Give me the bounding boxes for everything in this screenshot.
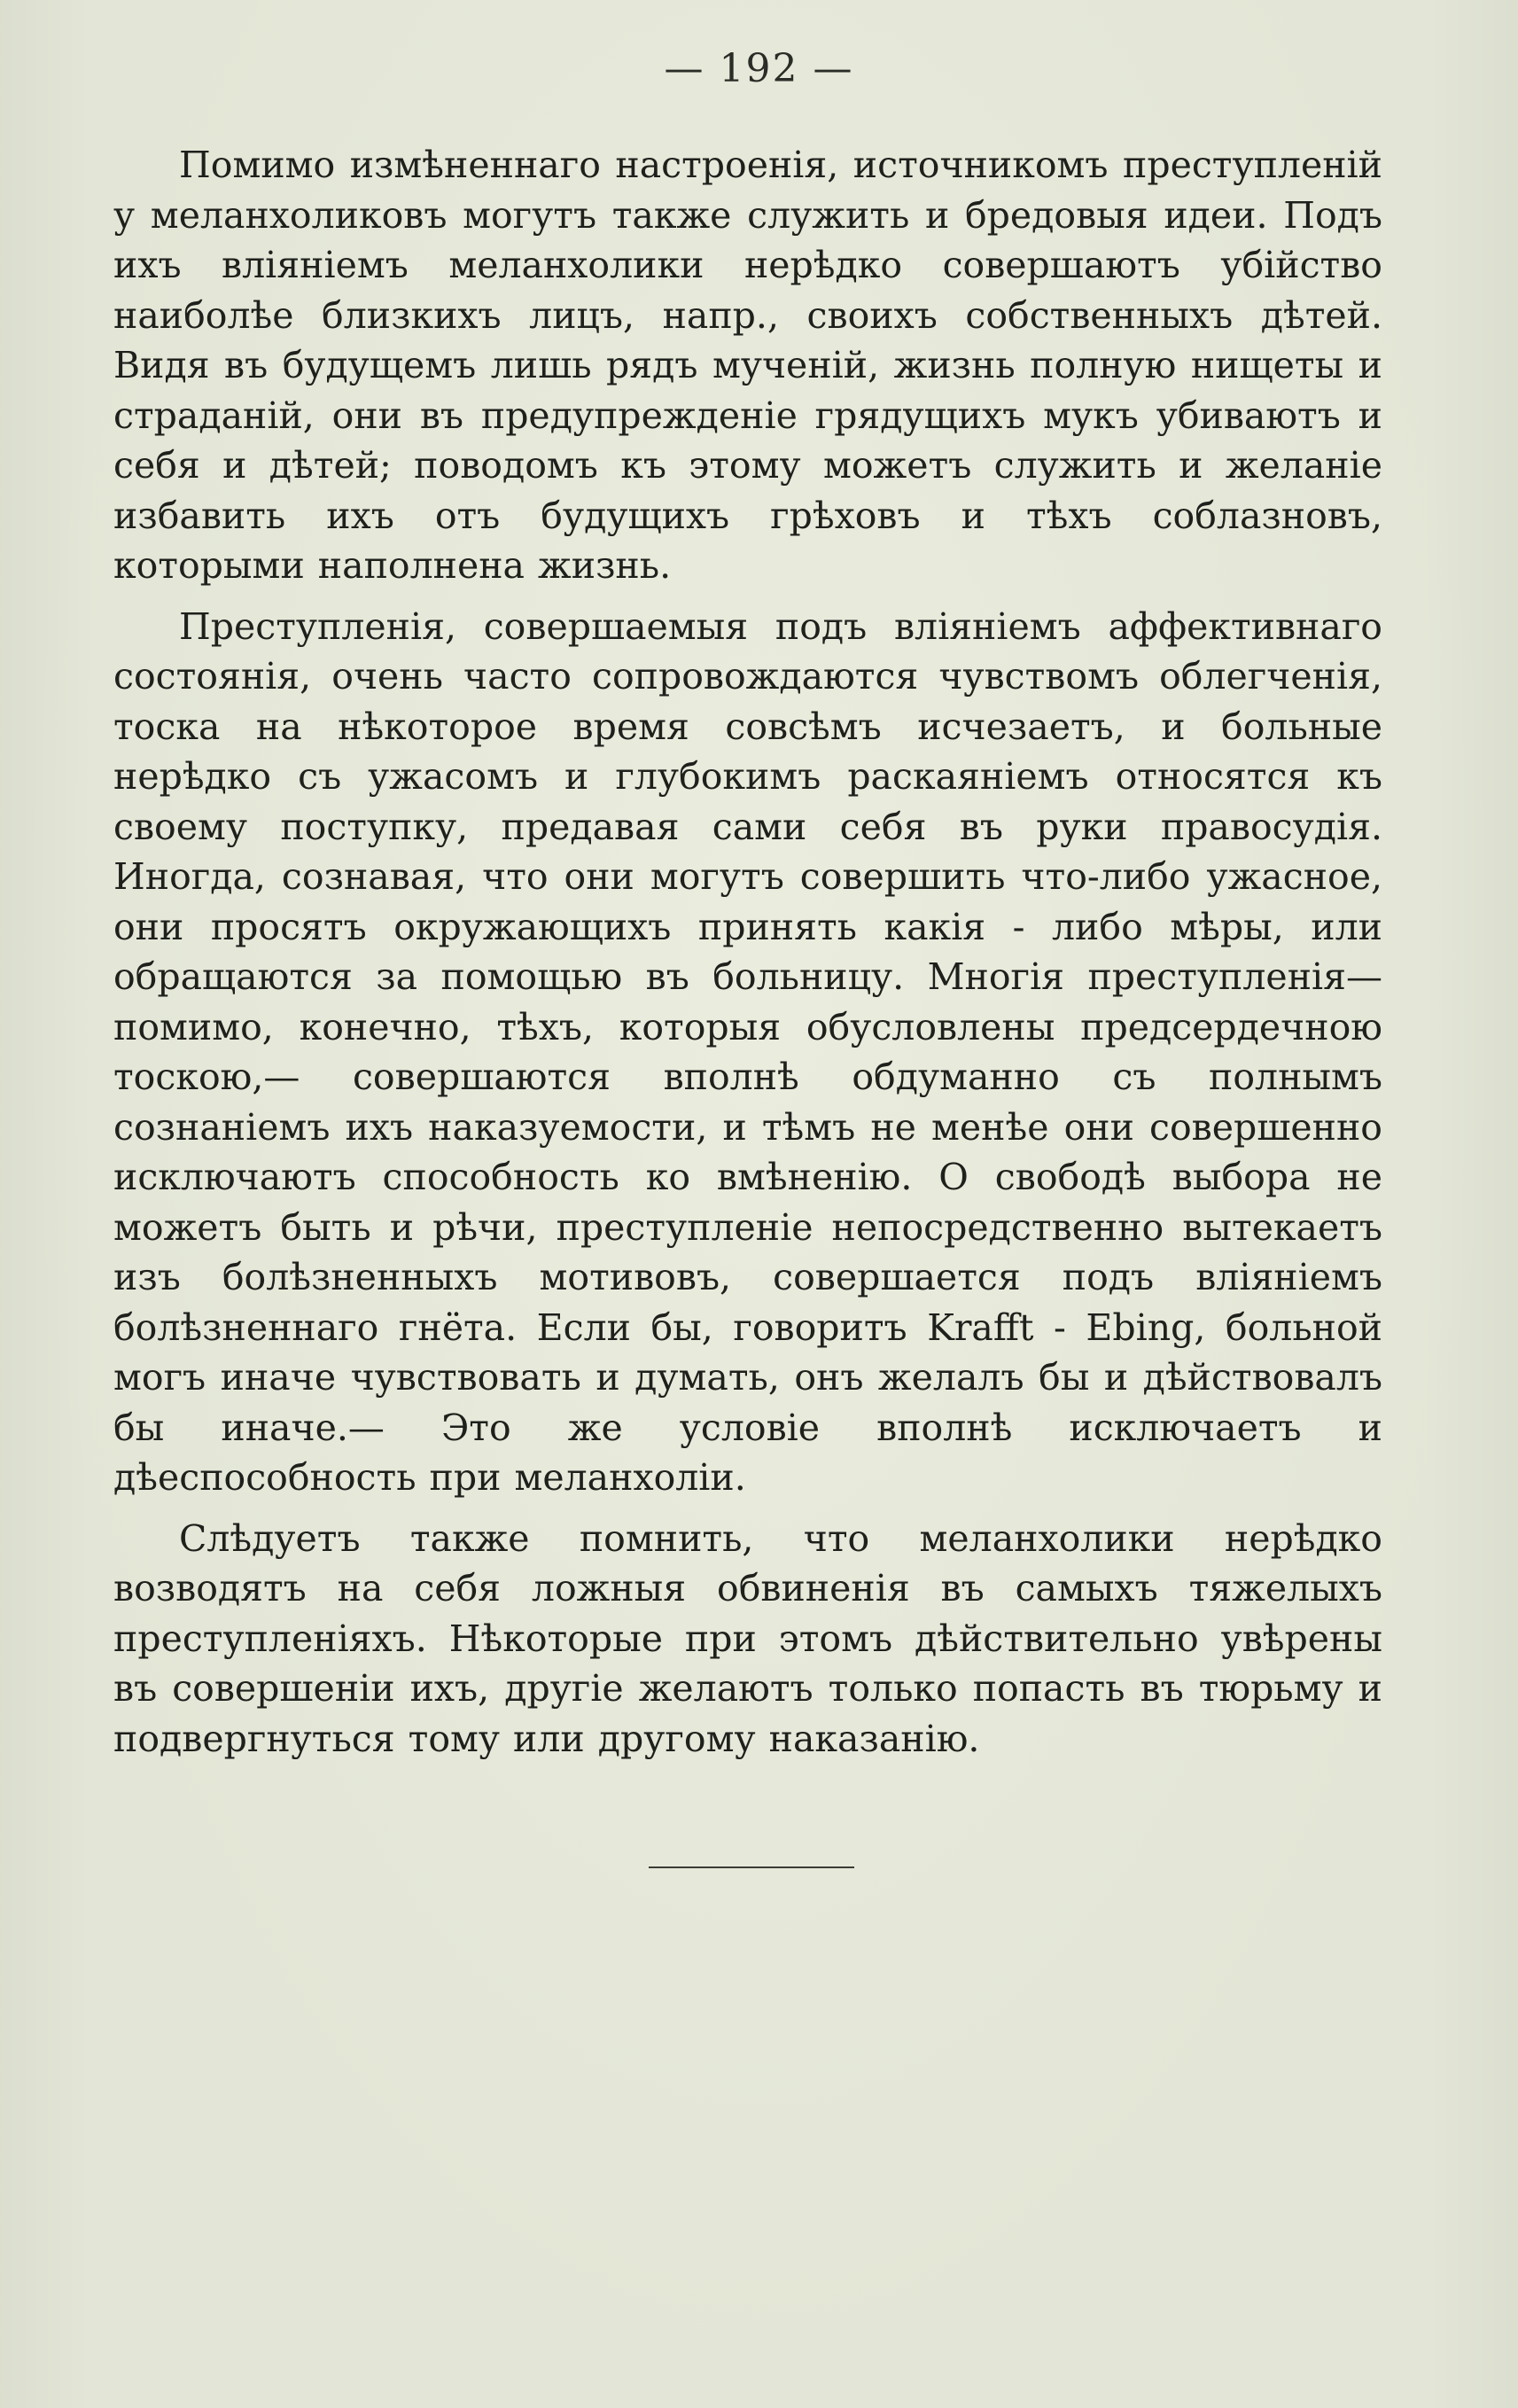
body-text: [113, 140, 1382, 1774]
paragraph-3: Слѣдуетъ также помнить, что меланхолики нерѣдко возводятъ на себя ложныя обвиненія въ самыхъ тяжелыхъ преступленіяхъ. Нѣкоторые при этомъ дѣйствительно увѣрены въ совершеніи ихъ, другіе желаютъ только попасть въ тюрьму и подвергнуться тому или другому наказанію.: [113, 1516, 1382, 1760]
page-number: — 192 —: [664, 46, 854, 91]
section-end-rule: [649, 1866, 854, 1868]
paragraph-1: Помимо измѣненнаго настроенія, источникомъ преступленій у меланхоликовъ могутъ также служить и бредовыя идеи. Подъ ихъ вліяніемъ меланхолики нерѣдко совершаютъ убійство наиболѣе близкихъ лицъ, напр., своихъ собственныхъ дѣтей. Видя въ будущемъ лишь рядъ мученій, жизнь полную нищеты и страданій, они въ предупрежденіе грядущихъ мукъ убиваютъ и себя и дѣтей; поводомъ къ этому можетъ служить и желаніе избавить ихъ отъ будущихъ грѣховъ и тѣхъ соблазновъ, которыми наполнена жизнь.: [113, 144, 1382, 587]
paragraph-2: Преступленія, совершаемыя подъ вліяніемъ аффективнаго состоянія, очень часто сопровождаются чувствомъ облегченія, тоска на нѣкоторое время совсѣмъ исчезаетъ, и больные нерѣдко съ ужасомъ и глубокимъ раскаяніемъ относятся къ своему поступку, предавая сами себя въ руки правосудія. Иногда, сознавая, что они могутъ совершить что-либо ужасное, они просятъ окружающихъ принять какія - либо мѣры, или обращаются за помощью въ больницу. Многія преступленія—помимо, конечно, тѣхъ, которыя обусловлены предсердечною тоскою,— совершаются вполнѣ обдуманно съ полнымъ сознаніемъ ихъ наказуемости, и тѣмъ не менѣе они совершенно исключаютъ способность ко вмѣненію. О свободѣ выбора не можетъ быть и рѣчи, преступленіе непосредственно вытекаетъ изъ болѣзненныхъ мотивовъ, совершается подъ вліяніемъ болѣзненнаго гнёта. Если бы, говоритъ Krafft - Ebing, больной могъ иначе чувствовать и думать, онъ желалъ бы и дѣйствовалъ бы иначе.— Это же условіе вполнѣ исключаетъ и дѣеспособность при меланхоліи.: [113, 604, 1382, 1499]
